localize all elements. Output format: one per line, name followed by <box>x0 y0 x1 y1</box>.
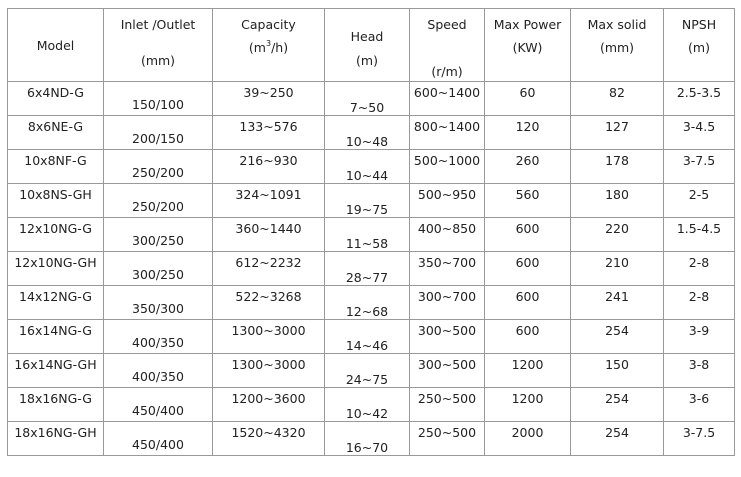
cell-solid: 220 <box>571 218 664 252</box>
cell-model: 18x16NG-GH <box>8 422 104 456</box>
pump-spec-table-container <box>7 8 735 456</box>
header-power-unit: (KW) <box>512 40 543 55</box>
table-row <box>8 422 735 456</box>
cell-npsh: 3-4.5 <box>664 116 735 150</box>
cell-capacity: 216~930 <box>213 150 325 184</box>
cell-solid: 210 <box>571 252 664 286</box>
table-row <box>8 184 735 218</box>
cell-npsh: 2-8 <box>664 252 735 286</box>
cell-head: 24~75 <box>325 354 410 388</box>
table-row <box>8 354 735 388</box>
cell-npsh: 3-7.5 <box>664 422 735 456</box>
table-row <box>8 286 735 320</box>
cell-model: 18x16NG-G <box>8 388 104 422</box>
table-row <box>8 82 735 116</box>
header-npsh-unit: (m) <box>688 40 710 55</box>
header-speed <box>410 9 485 82</box>
cell-power: 600 <box>485 320 571 354</box>
cell-inlet: 250/200 <box>104 150 213 184</box>
cell-inlet: 300/250 <box>104 252 213 286</box>
cell-speed: 250~500 <box>410 422 485 456</box>
cell-head: 28~77 <box>325 252 410 286</box>
cell-head: 14~46 <box>325 320 410 354</box>
cell-npsh: 2-8 <box>664 286 735 320</box>
cell-inlet: 200/150 <box>104 116 213 150</box>
cell-inlet: 350/300 <box>104 286 213 320</box>
cell-capacity: 1300~3000 <box>213 320 325 354</box>
table-body <box>8 82 735 456</box>
cell-speed: 400~850 <box>410 218 485 252</box>
cell-capacity: 1300~3000 <box>213 354 325 388</box>
cell-capacity: 1200~3600 <box>213 388 325 422</box>
header-head <box>325 9 410 82</box>
header-solid-unit: (mm) <box>599 40 635 55</box>
cell-speed: 600~1400 <box>410 82 485 116</box>
cell-head: 12~68 <box>325 286 410 320</box>
cell-speed: 250~500 <box>410 388 485 422</box>
header-capacity-unit: $(m^3/h)$ <box>248 39 289 55</box>
header-max-power <box>485 9 571 82</box>
cell-speed: 350~700 <box>410 252 485 286</box>
cell-power: 1200 <box>485 354 571 388</box>
cell-model: 16x14NG-GH <box>8 354 104 388</box>
cell-capacity: 612~2232 <box>213 252 325 286</box>
cell-head: 10~44 <box>325 150 410 184</box>
table-row <box>8 116 735 150</box>
table-row <box>8 218 735 252</box>
cell-npsh: 3-6 <box>664 388 735 422</box>
cell-inlet: 450/400 <box>104 388 213 422</box>
cell-model: 10x8NF-G <box>8 150 104 184</box>
table-row <box>8 388 735 422</box>
header-npsh <box>664 9 735 82</box>
cell-npsh: 3-7.5 <box>664 150 735 184</box>
header-head-unit: (m) <box>356 53 378 68</box>
cell-inlet: 250/200 <box>104 184 213 218</box>
cell-model: 6x4ND-G <box>8 82 104 116</box>
header-speed-unit: (r/m) <box>431 64 463 79</box>
cell-capacity: 39~250 <box>213 82 325 116</box>
cell-power: 60 <box>485 82 571 116</box>
cell-npsh: 1.5-4.5 <box>664 218 735 252</box>
cell-head: 10~42 <box>325 388 410 422</box>
cell-head: 7~50 <box>325 82 410 116</box>
cell-power: 600 <box>485 252 571 286</box>
cell-inlet: 400/350 <box>104 320 213 354</box>
table-row <box>8 150 735 184</box>
cell-capacity: 522~3268 <box>213 286 325 320</box>
cell-solid: 127 <box>571 116 664 150</box>
cell-head: 16~70 <box>325 422 410 456</box>
cell-solid: 178 <box>571 150 664 184</box>
header-capacity <box>213 9 325 82</box>
cell-head: 19~75 <box>325 184 410 218</box>
cell-speed: 300~500 <box>410 320 485 354</box>
cell-head: 10~48 <box>325 116 410 150</box>
header-inlet-title: Inlet /Outlet <box>120 17 196 32</box>
cell-inlet: 300/250 <box>104 218 213 252</box>
header-speed-title: Speed <box>427 17 467 32</box>
cell-model: 10x8NS-GH <box>8 184 104 218</box>
cell-head: 11~58 <box>325 218 410 252</box>
cell-model: 12x10NG-G <box>8 218 104 252</box>
cell-power: 600 <box>485 218 571 252</box>
cell-npsh: 3-8 <box>664 354 735 388</box>
cell-capacity: 1520~4320 <box>213 422 325 456</box>
cell-model: 8x6NE-G <box>8 116 104 150</box>
header-max-solid <box>571 9 664 82</box>
header-inlet-unit: (mm) <box>140 53 176 68</box>
pump-spec-table <box>7 8 735 456</box>
header-capacity-title: Capacity <box>241 17 296 32</box>
header-npsh-title: NPSH <box>681 17 717 32</box>
cell-capacity: 360~1440 <box>213 218 325 252</box>
cell-npsh: 2.5-3.5 <box>664 82 735 116</box>
header-power-title: Max Power <box>493 17 562 32</box>
cell-inlet: 150/100 <box>104 82 213 116</box>
cell-capacity: 133~576 <box>213 116 325 150</box>
header-row <box>8 9 735 82</box>
cell-model: 12x10NG-GH <box>8 252 104 286</box>
header-head-title: Head <box>350 29 384 44</box>
cell-solid: 82 <box>571 82 664 116</box>
cell-model: 16x14NG-G <box>8 320 104 354</box>
cell-inlet: 450/400 <box>104 422 213 456</box>
cell-model: 14x12NG-G <box>8 286 104 320</box>
table-row <box>8 252 735 286</box>
cell-power: 560 <box>485 184 571 218</box>
cell-speed: 300~500 <box>410 354 485 388</box>
header-inlet-outlet <box>104 9 213 82</box>
cell-solid: 254 <box>571 422 664 456</box>
cell-solid: 180 <box>571 184 664 218</box>
cell-speed: 800~1400 <box>410 116 485 150</box>
cell-speed: 500~1000 <box>410 150 485 184</box>
header-model: Model <box>8 9 104 82</box>
cell-capacity: 324~1091 <box>213 184 325 218</box>
cell-solid: 150 <box>571 354 664 388</box>
cell-speed: 500~950 <box>410 184 485 218</box>
header-solid-title: Max solid <box>587 17 647 32</box>
cell-npsh: 3-9 <box>664 320 735 354</box>
cell-power: 600 <box>485 286 571 320</box>
cell-solid: 254 <box>571 388 664 422</box>
cell-power: 1200 <box>485 388 571 422</box>
cell-inlet: 400/350 <box>104 354 213 388</box>
cell-power: 120 <box>485 116 571 150</box>
cell-power: 260 <box>485 150 571 184</box>
cell-npsh: 2-5 <box>664 184 735 218</box>
table-row <box>8 320 735 354</box>
cell-solid: 254 <box>571 320 664 354</box>
cell-solid: 241 <box>571 286 664 320</box>
cell-power: 2000 <box>485 422 571 456</box>
cell-speed: 300~700 <box>410 286 485 320</box>
